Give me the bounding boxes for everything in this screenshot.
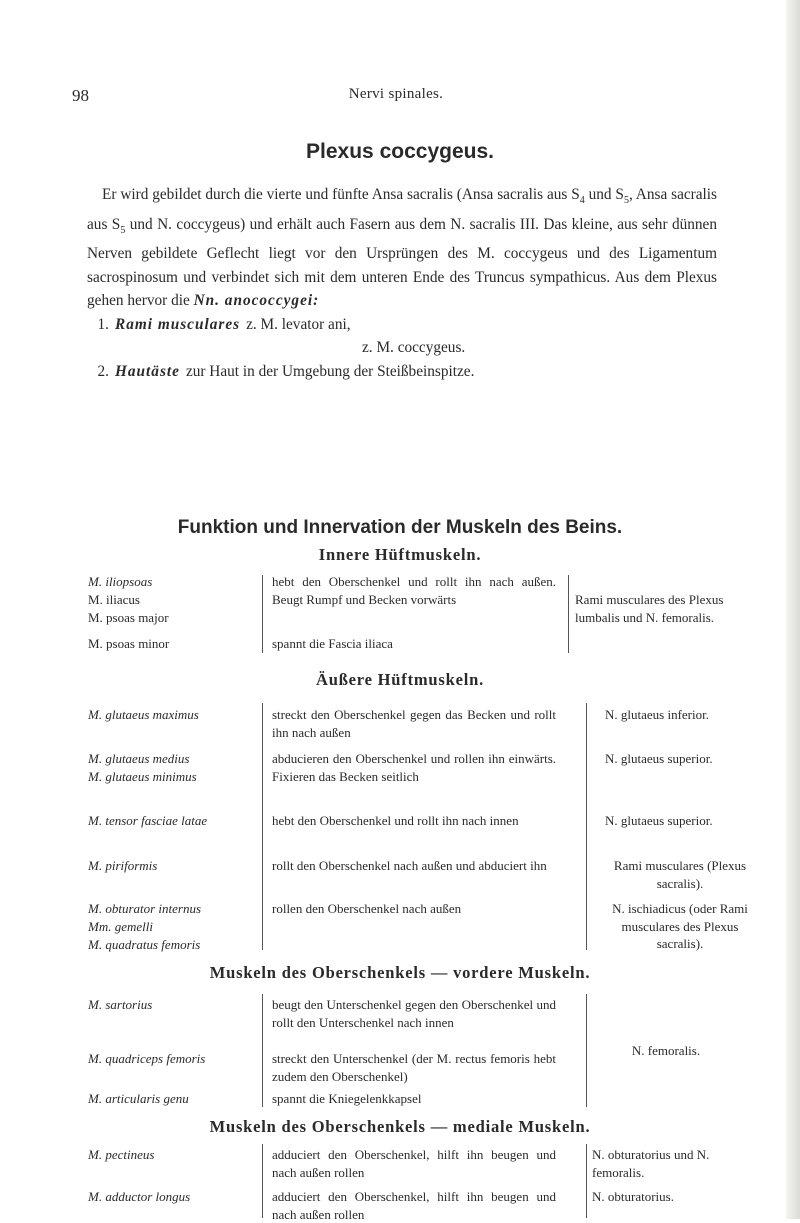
function-text: adduciert den Oberschenkel, hilft ihn beugen und nach außen rollen bbox=[272, 1189, 556, 1222]
section-body bbox=[87, 183, 717, 383]
running-title: Nervi spinales. bbox=[348, 86, 444, 102]
subscript: 5 bbox=[120, 224, 126, 236]
muscle-name: M. glutaeus medius bbox=[88, 751, 190, 766]
muscle-name: M. piriformis bbox=[88, 858, 158, 873]
column-line bbox=[586, 703, 587, 950]
function-text: spannt die Kniegelenkkapsel bbox=[272, 1091, 422, 1106]
branch-item bbox=[87, 313, 717, 337]
muscle-name: M. glutaeus maximus bbox=[88, 707, 199, 722]
muscle-name: M. glutaeus minimus bbox=[88, 769, 197, 784]
function-text: hebt den Oberschenkel und rollt ihn nach außen. Beugt Rumpf und Becken vorwärts bbox=[272, 574, 556, 607]
nerve-text: N. glutaeus inferior. bbox=[605, 707, 709, 722]
function-text: hebt den Oberschenkel und rollt ihn nach innen bbox=[272, 813, 519, 828]
muscle-name: M. quadriceps femoris bbox=[88, 1051, 206, 1066]
nerve-text: N. glutaeus superior. bbox=[605, 751, 713, 766]
bracket-line bbox=[568, 575, 569, 653]
subsection-title-aeussere: Äußere Hüftmuskeln. bbox=[316, 670, 484, 689]
branch-item bbox=[87, 360, 717, 384]
column-line bbox=[262, 703, 263, 950]
branch-name: Rami musculares bbox=[115, 315, 241, 333]
branch-target: z. M. coccygeus. bbox=[362, 339, 466, 357]
subscript: 5 bbox=[623, 195, 629, 207]
column-line bbox=[262, 994, 263, 1107]
branch-number: 1. bbox=[97, 315, 109, 333]
intro-paragraph bbox=[87, 183, 717, 313]
section-title: Plexus coccygeus. bbox=[306, 140, 494, 163]
muscle-name: M. articularis genu bbox=[88, 1091, 189, 1106]
branch-target: zur Haut in der Umgebung der Steißbeinspitze. bbox=[185, 362, 475, 380]
muscle-name: M. tensor fasciae latae bbox=[88, 813, 208, 828]
column-line bbox=[586, 994, 587, 1107]
muscle-name: Mm. gemelli bbox=[88, 919, 153, 934]
subsection-title-innere: Innere Hüftmuskeln. bbox=[318, 545, 482, 564]
branch-number: 2. bbox=[97, 362, 109, 380]
page-number: 98 bbox=[72, 86, 89, 105]
muscle-name: M. sartorius bbox=[88, 997, 153, 1012]
paragraph-text: und S bbox=[584, 186, 624, 203]
function-text: rollen den Oberschenkel nach außen bbox=[272, 901, 462, 916]
function-text: beugt den Unterschenkel gegen den Oberschenkel und rollt den Unterschenkel nach innen bbox=[272, 997, 556, 1030]
function-text: rollt den Oberschenkel nach außen und abduciert ihn bbox=[272, 858, 547, 873]
muscle-name: M. iliopsoas bbox=[88, 574, 153, 589]
muscle-name: M. psoas major bbox=[88, 610, 169, 625]
paragraph-text: und N. coccygeus) und erhält auch Fasern aus dem N. sacralis III. Das kleine, aus sehr dünnen Nerven gebildete Geflecht liegt vor den Ursprüngen des M. coccygeus und des Ligamentum sacrospinosum und verbindet sich mit dem unteren Ende des Truncus sympathicus. Aus dem Plexus gehen hervor die bbox=[87, 215, 717, 310]
function-text: adduciert den Oberschenkel, hilft ihn beugen und nach außen rollen bbox=[272, 1147, 556, 1180]
function-text: streckt den Oberschenkel gegen das Becken und rollt ihn nach außen bbox=[272, 707, 556, 740]
page-edge-shadow bbox=[786, 0, 800, 1219]
function-text: streckt den Unterschenkel (der M. rectus femoris hebt zudem den Oberschenkel) bbox=[272, 1051, 556, 1084]
branch-list bbox=[87, 313, 717, 384]
subsection-title-vordere: Muskeln des Oberschenkels — vordere Muskeln. bbox=[209, 963, 591, 982]
column-line bbox=[586, 1144, 587, 1218]
paragraph-text: , Ansa sacralis aus S bbox=[87, 186, 717, 233]
branch-target: z. M. levator ani, bbox=[246, 315, 351, 333]
column-line bbox=[262, 1144, 263, 1218]
nerve-text: N. glutaeus superior. bbox=[605, 813, 713, 828]
nerve-text: N. obturatorius. bbox=[592, 1189, 674, 1204]
muscle-name: M. adductor longus bbox=[88, 1189, 191, 1204]
muscle-name: M. quadratus femoris bbox=[88, 937, 201, 952]
muscle-name: M. iliacus bbox=[88, 592, 140, 607]
branch-name: Hautäste bbox=[115, 362, 180, 380]
function-text: spannt die Fascia iliaca bbox=[272, 636, 393, 651]
nerve-text: N. obturatorius und N. femoralis. bbox=[592, 1147, 710, 1180]
bracket-line bbox=[262, 575, 263, 653]
muscle-name: M. pectineus bbox=[88, 1147, 155, 1162]
muscle-name: M. psoas minor bbox=[88, 636, 170, 651]
nerve-text: N. femoralis. bbox=[631, 1043, 701, 1058]
nerve-text: N. ischiadicus (oder Rami musculares des Plexus sacralis). bbox=[612, 901, 748, 951]
nerve-term: Nn. anococcygei: bbox=[193, 292, 320, 310]
page-header bbox=[72, 86, 720, 106]
table-main-title: Funktion und Innervation der Muskeln des Beins. bbox=[177, 517, 623, 538]
muscle-name: M. obturator internus bbox=[88, 901, 202, 916]
subscript: 4 bbox=[579, 195, 585, 207]
nerve-text: Rami musculares (Plexus sacralis). bbox=[613, 858, 747, 891]
subsection-title-mediale: Muskeln des Oberschenkels — mediale Muskeln. bbox=[209, 1117, 591, 1136]
branch-item bbox=[87, 336, 717, 360]
function-text: abducieren den Oberschenkel und rollen ihn einwärts. Fixieren das Becken seitlich bbox=[272, 751, 556, 784]
nerve-text: Rami musculares des Plexus lumbalis und N. femoralis. bbox=[575, 592, 724, 625]
paragraph-text: Er wird gebildet durch die vierte und fünfte Ansa sacralis (Ansa sacralis aus S bbox=[102, 186, 580, 203]
